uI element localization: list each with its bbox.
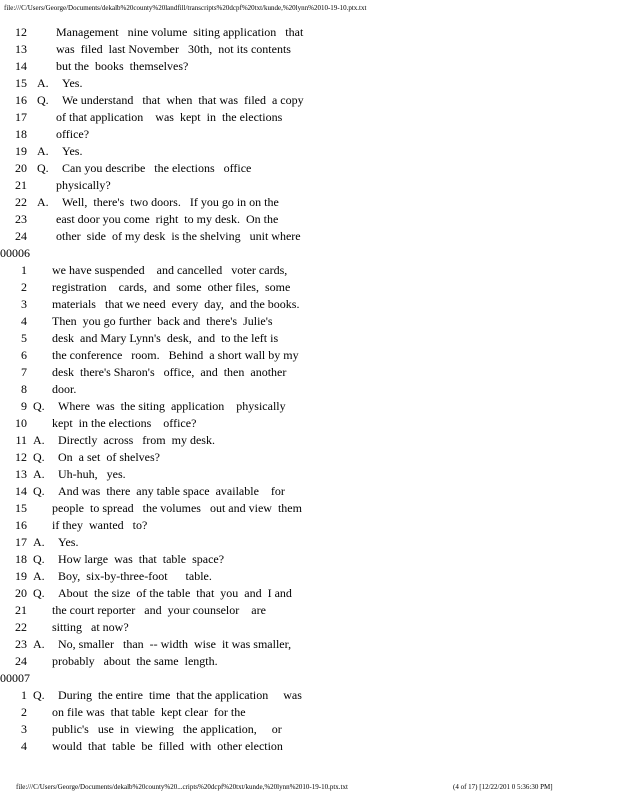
line-text: We understand that when that was filed a copy [62, 93, 304, 107]
transcript-line [0, 24, 618, 41]
transcript-line [0, 500, 618, 517]
line-text: About the size of the table that you and I and [58, 586, 292, 600]
line-text: Uh-huh, yes. [58, 467, 126, 481]
transcript-line [0, 109, 618, 126]
transcript-line [0, 381, 618, 398]
line-number: 1 [21, 688, 27, 702]
speaker-label: A. [33, 637, 45, 651]
transcript-line [0, 194, 618, 211]
line-number: 13 [15, 42, 27, 56]
transcript-line [0, 41, 618, 58]
line-text: on file was that table kept clear for the [52, 705, 246, 719]
line-number: 4 [21, 314, 27, 328]
line-text: door. [52, 382, 77, 396]
line-text: other side of my desk is the shelving unit where [56, 229, 301, 243]
footer-file-path: file:///C/Users/George/Documents/dekalb%20county%20...cripts%20dcpf%20txt/kunde,%20lynn%2010-19-10.ptx.txt [16, 783, 348, 791]
line-number: 13 [15, 467, 27, 481]
line-text: of that application was kept in the elections [56, 110, 283, 124]
line-text: but the books themselves? [56, 59, 189, 73]
line-text: Yes. [62, 76, 83, 90]
line-number: 23 [15, 637, 27, 651]
line-number: 15 [15, 501, 27, 515]
line-text: Yes. [62, 144, 83, 158]
line-number: 22 [15, 195, 27, 209]
line-number: 21 [15, 178, 27, 192]
line-number: 17 [15, 110, 27, 124]
speaker-label: Q. [33, 586, 45, 600]
line-text: Directly across from my desk. [58, 433, 215, 447]
line-number: 12 [15, 25, 27, 39]
line-number: 14 [15, 59, 27, 73]
file-path-header: file:///C/Users/George/Documents/dekalb%20county%20landfill/transcripts%20dcpf%20txt/kunde,%20lynn%2010-19-10.ptx.txt [4, 4, 367, 12]
line-text: No, smaller than -- width wise it was smaller, [58, 637, 292, 651]
line-number: 20 [15, 586, 27, 600]
line-number: 19 [15, 144, 27, 158]
speaker-label: A. [33, 433, 45, 447]
transcript-line [0, 466, 618, 483]
line-text: people to spread the volumes out and view them [52, 501, 302, 515]
transcript-line [0, 228, 618, 245]
page-marker [0, 670, 618, 687]
speaker-label: Q. [33, 484, 45, 498]
line-text: we have suspended and cancelled voter cards, [52, 263, 288, 277]
line-text: materials that we need every day, and the books. [52, 297, 300, 311]
line-text: was filed last November 30th, not its contents [56, 42, 291, 56]
line-number: 24 [15, 654, 27, 668]
line-number: 18 [15, 127, 27, 141]
transcript-line [0, 313, 618, 330]
transcript-line [0, 126, 618, 143]
line-number: 4 [21, 739, 27, 753]
transcript-line [0, 568, 618, 585]
line-text: would that table be filled with other election [52, 739, 283, 753]
transcript-line [0, 432, 618, 449]
line-number: 22 [15, 620, 27, 634]
transcript-line [0, 211, 618, 228]
line-number: 18 [15, 552, 27, 566]
line-text: physically? [56, 178, 111, 192]
line-text: if they wanted to? [52, 518, 148, 532]
transcript-line [0, 347, 618, 364]
line-text: the court reporter and your counselor are [52, 603, 266, 617]
line-text: Can you describe the elections office [62, 161, 252, 175]
speaker-label: Q. [37, 161, 49, 175]
line-number: 14 [15, 484, 27, 498]
speaker-label: A. [37, 195, 49, 209]
line-text: desk and Mary Lynn's desk, and to the left is [52, 331, 279, 345]
transcript-line [0, 58, 618, 75]
line-number: 12 [15, 450, 27, 464]
line-text: kept in the elections office? [52, 416, 197, 430]
line-number: 3 [21, 722, 27, 736]
transcript-line [0, 75, 618, 92]
transcript-line [0, 415, 618, 432]
line-number: 24 [15, 229, 27, 243]
transcript-line [0, 517, 618, 534]
line-number: 19 [15, 569, 27, 583]
page-number: 00007 [0, 671, 30, 685]
page-marker [0, 245, 618, 262]
transcript-line [0, 551, 618, 568]
transcript-line [0, 619, 618, 636]
line-text: desk there's Sharon's office, and then another [52, 365, 287, 379]
speaker-label: Q. [33, 399, 45, 413]
line-text: Boy, six-by-three-foot table. [58, 569, 212, 583]
line-number: 1 [21, 263, 27, 277]
line-number: 5 [21, 331, 27, 345]
transcript-line [0, 585, 618, 602]
line-number: 23 [15, 212, 27, 226]
line-number: 9 [21, 399, 27, 413]
line-number: 7 [21, 365, 27, 379]
speaker-label: Q. [33, 552, 45, 566]
transcript-line [0, 636, 618, 653]
line-text: During the entire time that the application was [58, 688, 302, 702]
page-footer [16, 783, 616, 791]
line-text: the conference room. Behind a short wall by my [52, 348, 299, 362]
speaker-label: A. [37, 76, 49, 90]
speaker-label: A. [33, 535, 45, 549]
transcript-line [0, 721, 618, 738]
line-text: registration cards, and some other files, some [52, 280, 291, 294]
line-text: Where was the siting application physically [58, 399, 286, 413]
transcript-line [0, 534, 618, 551]
transcript-line [0, 92, 618, 109]
transcript-line [0, 449, 618, 466]
line-text: office? [56, 127, 90, 141]
line-text: sitting at now? [52, 620, 129, 634]
transcript-line [0, 602, 618, 619]
transcript-line [0, 704, 618, 721]
speaker-label: Q. [33, 688, 45, 702]
transcript-line [0, 687, 618, 704]
line-number: 17 [15, 535, 27, 549]
line-number: 21 [15, 603, 27, 617]
transcript-line [0, 483, 618, 500]
line-text: Yes. [58, 535, 79, 549]
line-text: public's use in viewing the application, or [52, 722, 282, 736]
line-text: probably about the same length. [52, 654, 218, 668]
line-text: Management nine volume siting application that [56, 25, 304, 39]
transcript-line [0, 262, 618, 279]
line-number: 2 [21, 280, 27, 294]
line-number: 6 [21, 348, 27, 362]
speaker-label: Q. [33, 450, 45, 464]
line-number: 10 [15, 416, 27, 430]
transcript-line [0, 177, 618, 194]
transcript-body [0, 24, 618, 755]
transcript-line [0, 160, 618, 177]
line-text: Then you go further back and there's Julie's [52, 314, 273, 328]
speaker-label: A. [33, 569, 45, 583]
line-number: 16 [15, 93, 27, 107]
transcript-line [0, 738, 618, 755]
line-number: 11 [15, 433, 27, 447]
line-number: 16 [15, 518, 27, 532]
footer-page-info: (4 of 17) [12/22/201 0 5:36:30 PM] [453, 783, 553, 791]
transcript-line [0, 398, 618, 415]
transcript-line [0, 364, 618, 381]
line-number: 8 [21, 382, 27, 396]
line-number: 3 [21, 297, 27, 311]
line-text: east door you come right to my desk. On the [56, 212, 279, 226]
speaker-label: A. [33, 467, 45, 481]
line-number: 20 [15, 161, 27, 175]
line-text: On a set of shelves? [58, 450, 160, 464]
line-number: 2 [21, 705, 27, 719]
line-text: And was there any table space available for [58, 484, 285, 498]
speaker-label: Q. [37, 93, 49, 107]
transcript-line [0, 330, 618, 347]
line-text: How large was that table space? [58, 552, 225, 566]
page-number: 00006 [0, 246, 30, 260]
transcript-line [0, 279, 618, 296]
line-text: Well, there's two doors. If you go in on the [62, 195, 279, 209]
line-number: 15 [15, 76, 27, 90]
transcript-line [0, 143, 618, 160]
transcript-line [0, 653, 618, 670]
transcript-line [0, 296, 618, 313]
speaker-label: A. [37, 144, 49, 158]
